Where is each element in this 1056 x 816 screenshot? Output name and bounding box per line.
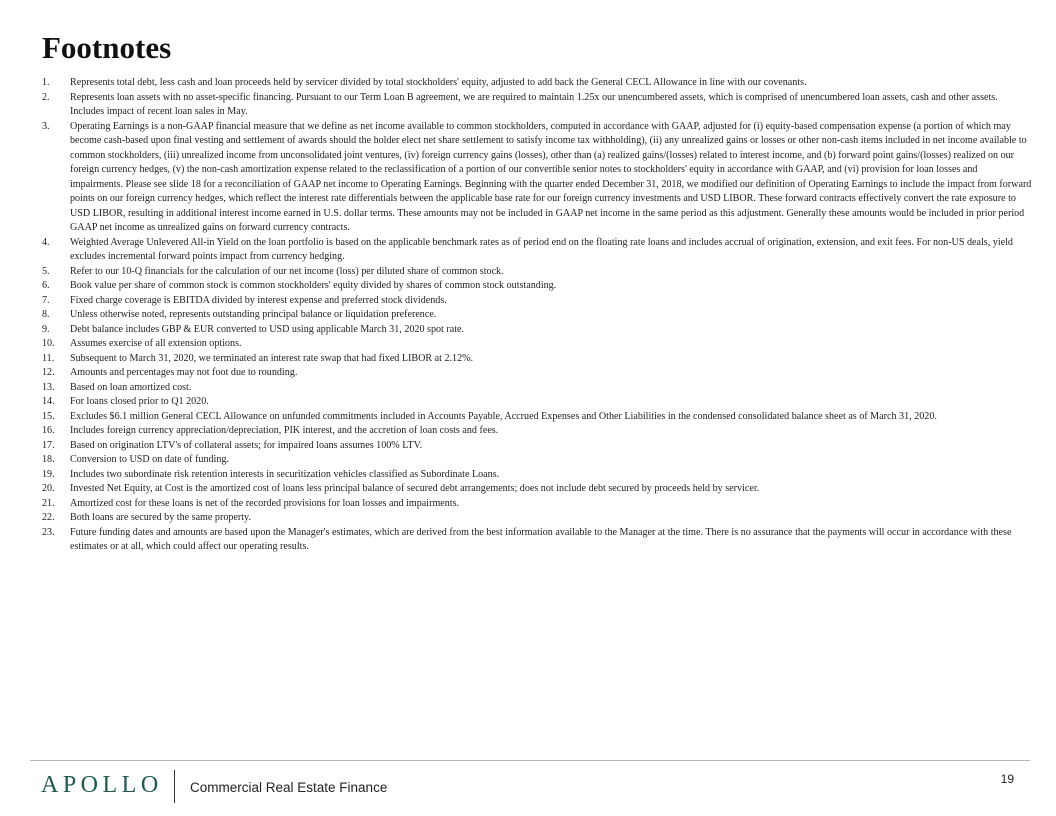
footnote-text: Unless otherwise noted, represents outstanding principal balance or liquidation preference. [70,309,437,320]
footnote-number: 21. [42,497,55,509]
footnote-number: 20. [42,483,55,494]
footer-separator [174,770,175,803]
page-title: Footnotes [42,30,172,65]
footnote-number: 12. [42,367,55,378]
footnote-text: Assumes exercise of all extension options. [70,338,242,349]
footnote-number: 23. [42,526,55,538]
footnote-item [42,395,1032,410]
footnote-text: Operating Earnings is a non-GAAP financial measure that we define as net income available to common stockholders, computed in accordance with GAAP, adjusted for (i) equity-based compensation expense (a portion of which may become cash-based upon final vesting and settlement of awards should the holder elect net share settlement to satisfy income tax withholding), (ii) any unrealized gains or losses or other non-cash items included in net income available to common stockholders, (iii) unrealized income from unconsolidated joint ventures, (iv) foreign currency gains (losses), other than (a) realized gains/(losses) related to interest income, and (b) forward point gains/(losses) realized on our foreign currency hedges, (v) the non-cash amortization expense related to the reclassification of a portion of our convertible senior notes to stockholders' equity in accordance with GAAP, and (vi) provision for loan losses and impairments. Please see slide 18 for a reconciliation of GAAP net income to Operating Earnings. Beginning with the quarter ended December 31, 2018, we modified our definition of Operating Earnings to include the impact from forward points on our foreign currency hedges, which reflect the interest rate differentials between the applicable base rate for our foreign currency investments and USD LIBOR. These forward contracts effectively convert the rate exposure to USD LIBOR, resulting in additional interest income earned in U.S. dollar terms. These amounts may not be included in GAAP net income in the same period as this adjustment. Generally these amounts would be included in prior period GAAP net income as unrealized gains on forward currency contracts. [70,120,1032,233]
footnote-number: 10. [42,338,55,349]
footnote-text: Based on loan amortized cost. [70,381,192,393]
footnote-item [42,439,1032,454]
footnote-item [42,265,1032,280]
footnote-number: 9. [42,323,50,335]
footnote-number: 22. [42,512,55,523]
footnote-number: 13. [42,381,55,393]
apollo-logo: APOLLO [41,772,163,798]
footnote-number: 4. [42,236,50,248]
footnote-item [42,236,1032,265]
footnote-text: Subsequent to March 31, 2020, we terminated an interest rate swap that had fixed LIBOR at 2.12%. [70,352,474,364]
footnote-text: Both loans are secured by the same property. [70,512,251,523]
footnote-number: 14. [42,396,55,407]
footnote-text: Represents total debt, less cash and loan proceeds held by servicer divided by total stockholders' equity, adjusted to add back the General CECL Allowance in line with our covenants. [70,77,807,88]
footnote-number: 17. [42,439,55,451]
footnote-item [42,410,1032,425]
footnote-item [42,337,1032,352]
page-number: 19 [1000,772,1014,786]
footnote-number: 19. [42,468,55,480]
footnote-item [42,279,1032,294]
footnote-item [42,76,1032,91]
footnote-text: Includes foreign currency appreciation/depreciation, PIK interest, and the accretion of loan costs and fees. [70,425,499,436]
footnote-text: Fixed charge coverage is EBITDA divided by interest expense and preferred stock dividends. [70,294,447,306]
footnote-number: 11. [42,352,55,364]
footnote-item [42,468,1032,483]
footnote-number: 6. [42,280,50,291]
footnote-number: 2. [42,91,50,103]
footnote-number: 15. [42,410,55,422]
footnote-item [42,323,1032,338]
footnote-number: 5. [42,265,50,277]
footnote-text: Book value per share of common stock is common stockholders' equity divided by shares of common stock outstanding. [70,280,557,291]
footer-divider [30,760,1030,761]
footnote-item [42,424,1032,439]
footnote-text: Conversion to USD on date of funding. [70,454,229,465]
footer-subtitle: Commercial Real Estate Finance [190,780,388,795]
footnote-item [42,453,1032,468]
footnotes-list [42,76,1032,555]
footnote-item [42,352,1032,367]
footnote-item [42,366,1032,381]
footnote-item [42,381,1032,396]
footnote-item [42,526,1032,555]
footnote-text: Includes two subordinate risk retention interests in securitization vehicles classified as Subordinate Loans. [70,468,500,480]
footnote-number: 16. [42,425,55,436]
footnote-text: Excludes $6.1 million General CECL Allowance on unfunded commitments included in Accounts Payable, Accrued Expenses and Other Liabilities in the condensed consolidated balance sheet as of March 31, 2020. [70,410,937,422]
footnote-text: For loans closed prior to Q1 2020. [70,396,209,407]
footnote-text: Debt balance includes GBP & EUR converted to USD using applicable March 31, 2020 spot rate. [70,323,465,335]
footnote-text: Invested Net Equity, at Cost is the amortized cost of loans less principal balance of secured debt arrangements; does not include debt secured by proceeds held by servicer. [70,483,760,494]
footnote-item [42,497,1032,512]
footnote-text: Refer to our 10-Q financials for the calculation of our net income (loss) per diluted share of common stock. [70,265,504,277]
footnote-text: Based on origination LTV's of collateral assets; for impaired loans assumes 100% LTV. [70,439,423,451]
footnote-number: 18. [42,454,55,465]
footnote-item [42,91,1032,120]
footnote-item [42,511,1032,526]
footnote-text: Weighted Average Unlevered All-in Yield on the loan portfolio is based on the applicable benchmark rates as of period end on the floating rate loans and includes accrual of origination, extension, and exit fees. For non-US deals, yield excludes incremental forward points impact from currency hedging. [70,236,1013,262]
footnote-number: 8. [42,309,50,320]
footnote-number: 7. [42,294,50,306]
footnote-item [42,308,1032,323]
footnote-item [42,294,1032,309]
footnote-text: Amounts and percentages may not foot due to rounding. [70,367,298,378]
footnote-number: 1. [42,77,50,88]
footnote-text: Future funding dates and amounts are based upon the Manager's estimates, which are derived from the best information available to the Manager at the time. There is no assurance that the payments will occur in accordance with these estimates or at all, which could affect our operating results. [70,526,1012,552]
footnote-item [42,120,1032,236]
footnote-text: Amortized cost for these loans is net of the recorded provisions for loan losses and impairments. [70,497,460,509]
footnote-number: 3. [42,120,50,132]
footnote-text: Represents loan assets with no asset-specific financing. Pursuant to our Term Loan B agreement, we are required to maintain 1.25x our unencumbered assets, which is comprised of unencumbered loan assets, cash and other assets. Includes impact of recent loan sales in May. [70,91,998,117]
footnote-item [42,482,1032,497]
